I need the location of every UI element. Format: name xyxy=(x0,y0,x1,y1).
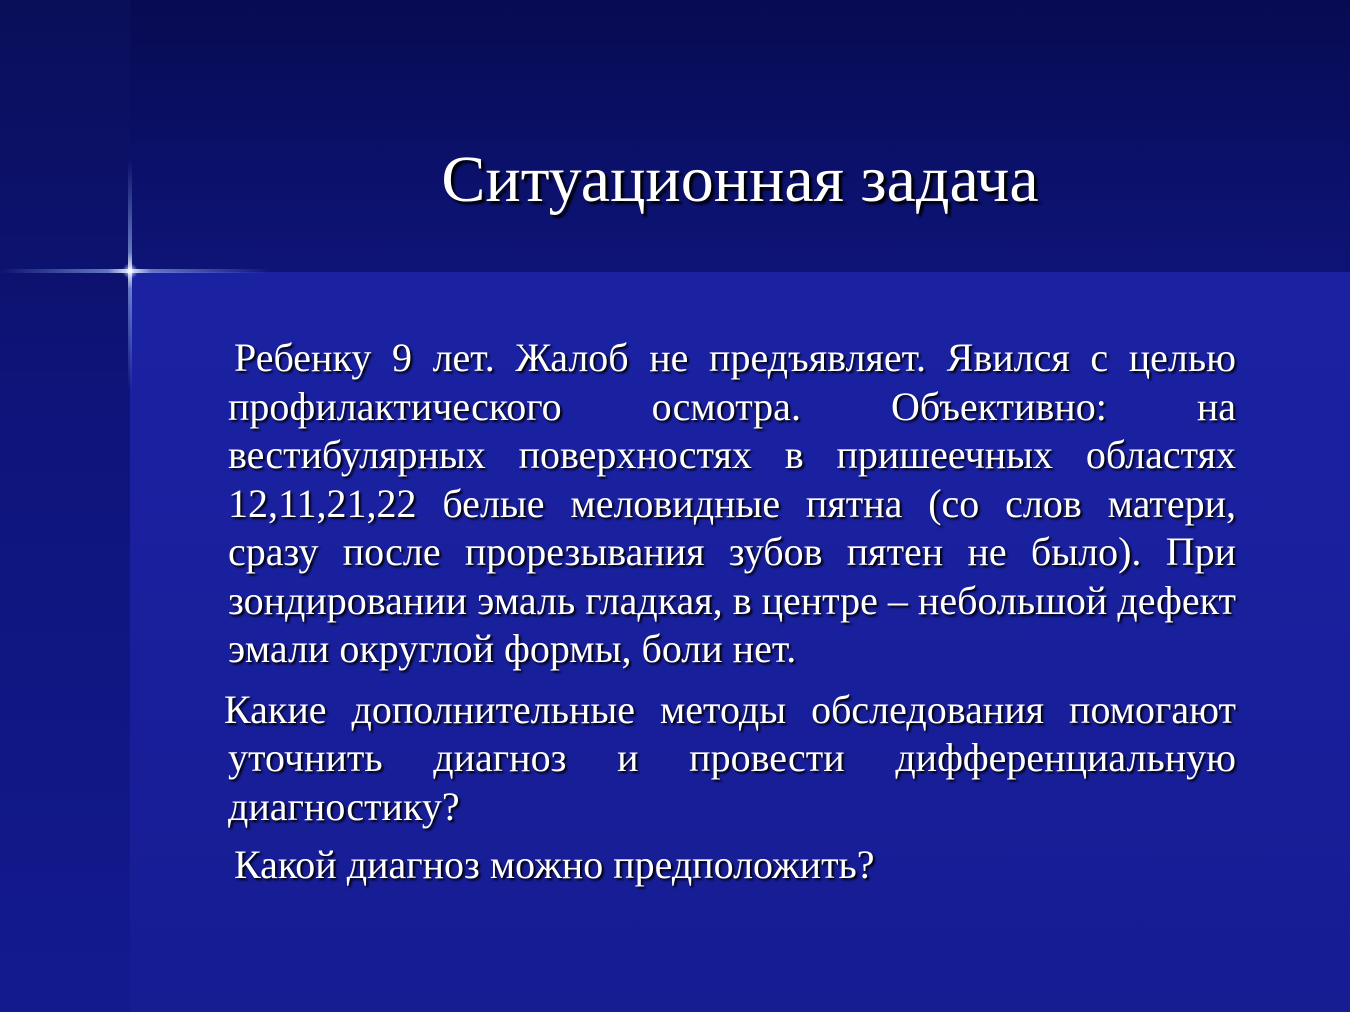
left-dark-strip xyxy=(0,0,130,1012)
top-dark-band xyxy=(130,0,1350,272)
slide-body xyxy=(224,334,1236,890)
question-methods-paragraph: Какие дополнительные методы обследования помогают уточнить диагноз и провести дифференциальную диагностику? xyxy=(224,686,1236,829)
case-description-paragraph: Ребенку 9 лет. Жалоб не предъявляет. Явился с целью профилактического осмотра. Объективно: на вестибулярных поверхностях в пришеечных областях 12,11,21,22 белые меловидные пятна (со слов матери, сразу после прорезывания зубов пятен не было). При зондировании эмаль гладкая, в центре – небольшой дефект эмали округлой формы, боли нет. xyxy=(228,335,1236,671)
slide-title: Ситуационная задача xyxy=(441,143,1039,216)
question-diagnosis-paragraph: Какой диагноз можно предположить? xyxy=(234,842,875,887)
sparkle-star-icon xyxy=(122,263,138,279)
